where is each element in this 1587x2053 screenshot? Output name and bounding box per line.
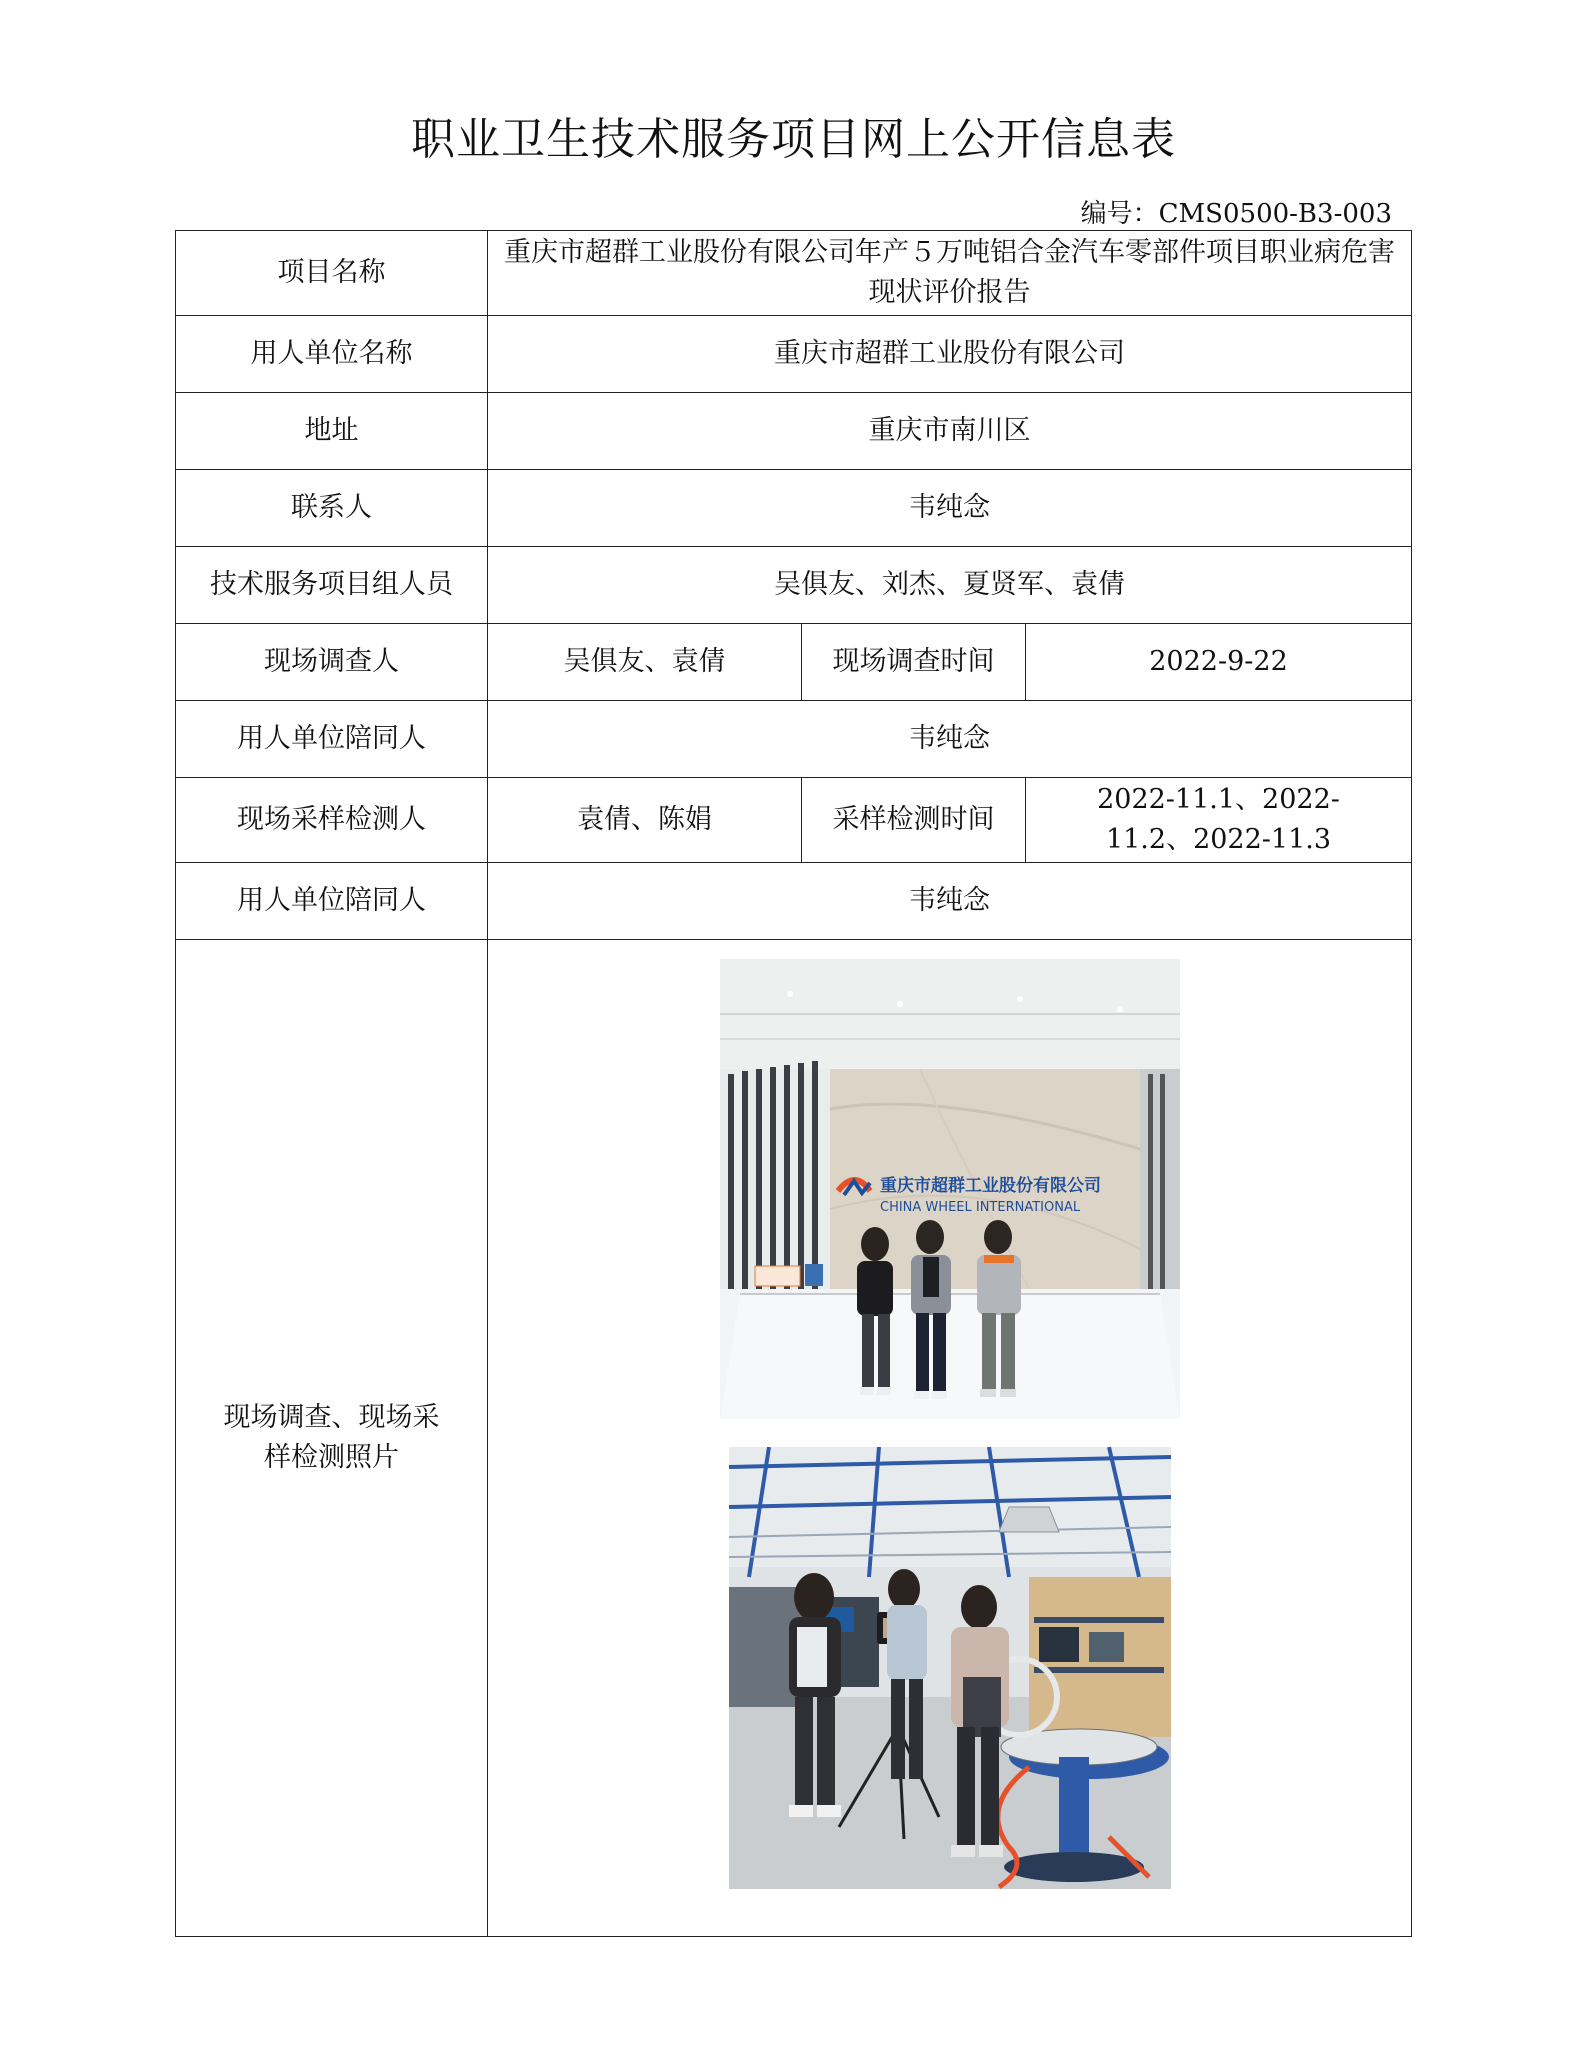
label-address: 地址	[176, 393, 488, 470]
row-survey	[176, 624, 1412, 701]
row-employer	[176, 316, 1412, 393]
value-team: 吴俱友、刘杰、夏贤军、袁倩	[488, 547, 1412, 624]
info-table	[175, 230, 1412, 1937]
label-companion-2: 用人单位陪同人	[176, 863, 488, 940]
photo-lobby-group	[720, 959, 1180, 1419]
value-contact: 韦纯念	[488, 470, 1412, 547]
sign-chinese: 重庆市超群工业股份有限公司	[880, 1176, 1101, 1196]
row-address	[176, 393, 1412, 470]
row-sampling	[176, 778, 1412, 863]
label-sampling: 现场采样检测人	[176, 778, 488, 863]
photo-factory-sampling	[729, 1447, 1171, 1889]
row-companion-1	[176, 701, 1412, 778]
row-companion-2	[176, 863, 1412, 940]
value-sampling: 袁倩、陈娟	[488, 778, 802, 863]
label-companion-1: 用人单位陪同人	[176, 701, 488, 778]
value-sampling-time: 2022-11.1、2022-11.2、2022-11.3	[1026, 778, 1412, 863]
value-address: 重庆市南川区	[488, 393, 1412, 470]
label-survey: 现场调查人	[176, 624, 488, 701]
page-title: 职业卫生技术服务项目网上公开信息表	[411, 114, 1176, 165]
value-project-name: 重庆市超群工业股份有限公司年产５万吨铝合金汽车零部件项目职业病危害现状评价报告	[488, 231, 1412, 316]
label-contact: 联系人	[176, 470, 488, 547]
label-survey-time: 现场调查时间	[802, 624, 1026, 701]
row-contact	[176, 470, 1412, 547]
document-number: 编号：CMS0500-B3-003	[1080, 199, 1392, 229]
value-survey: 吴俱友、袁倩	[488, 624, 802, 701]
sign-english: CHINA WHEEL INTERNATIONAL	[880, 1200, 1081, 1215]
row-photos	[176, 940, 1412, 1937]
label-sampling-time: 采样检测时间	[802, 778, 1026, 863]
value-companion-2: 韦纯念	[488, 863, 1412, 940]
label-employer: 用人单位名称	[176, 316, 488, 393]
value-employer: 重庆市超群工业股份有限公司	[488, 316, 1412, 393]
label-team: 技术服务项目组人员	[176, 547, 488, 624]
photos-container	[488, 940, 1411, 1936]
value-survey-time: 2022-9-22	[1026, 624, 1412, 701]
label-project-name: 项目名称	[176, 231, 488, 316]
row-project-name	[176, 231, 1412, 316]
value-companion-1: 韦纯念	[488, 701, 1412, 778]
label-photos: 现场调查、现场采样检测照片	[176, 940, 488, 1937]
row-team	[176, 547, 1412, 624]
photos-cell	[488, 940, 1412, 1937]
